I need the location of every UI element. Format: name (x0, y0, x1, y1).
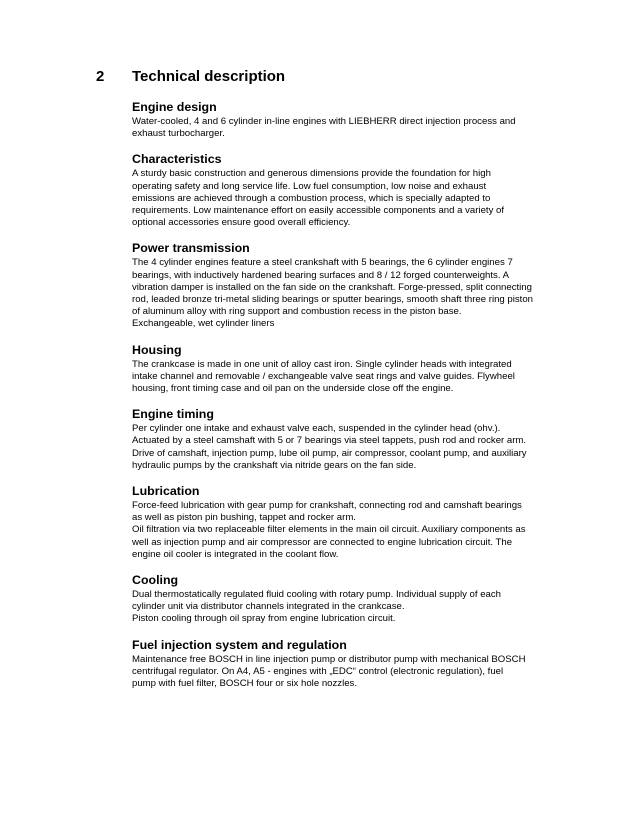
body-text-line: well as injection pump and air compressor are connected to engine lubrication circuit. The (132, 536, 513, 548)
body-text-line: bearings, with inductively hardened bearing surfaces and 8 / 12 forged counterweights. A (132, 269, 510, 281)
section (132, 638, 550, 691)
body-text-line: A sturdy basic construction and generous dimensions provide the foundation for high (132, 168, 491, 180)
section (132, 573, 550, 626)
body-text-line: centrifugal regulator. On A4, A5 - engines with „EDC“ control (electronic regulation), fuel (132, 665, 504, 677)
body-text-line: rod, leaded bronze tri-metal sliding bearings or sputter bearings, smooth shaft three ring piston (132, 294, 534, 306)
section (132, 152, 550, 229)
chapter-number: 2 (96, 68, 105, 85)
section-title: Power transmission (132, 241, 250, 256)
section-title: Cooling (132, 573, 179, 588)
body-text-line: optional accessories ensure good overall efficiency. (132, 217, 351, 229)
section-body (132, 589, 550, 626)
section-title: Engine timing (132, 407, 214, 422)
section-title: Characteristics (132, 152, 222, 167)
body-text-line: housing, front timing case and oil pan on the underside close off the engine. (132, 383, 454, 395)
body-text-line: emissions are achieved through a combustion process, which is specially adapted to (132, 192, 491, 204)
body-text-line: pump with fuel filter, BOSCH four or six hole nozzles. (132, 678, 358, 690)
body-text-line: Exchangeable, wet cylinder liners (132, 318, 275, 330)
body-text-line: Piston cooling through oil spray from engine lubrication circuit. (132, 613, 396, 625)
section-body (132, 359, 550, 396)
section (132, 407, 550, 472)
section-title: Fuel injection system and regulation (132, 637, 347, 652)
body-text-line: The 4 cylinder engines feature a steel crankshaft with 5 bearings, the 6 cylinder engines 7 (132, 257, 513, 269)
body-text-line: hydraulic pumps by the crankshaft via nitride gears on the fan side. (132, 459, 417, 471)
section-body (132, 116, 550, 140)
chapter-title: Technical description (132, 68, 286, 85)
body-text-line: Maintenance free BOSCH in line injection pump or distributor pump with mechanical BOSCH (132, 653, 526, 665)
body-text-line: Oil filtration via two replaceable filter elements in the main oil circuit. Auxiliary components as (132, 524, 526, 536)
section-body (132, 654, 550, 691)
body-text-line: The crankcase is made in one unit of alloy cast iron. Single cylinder heads with integrated (132, 358, 512, 370)
body-text-line: Water-cooled, 4 and 6 cylinder in-line engines with LIEBHERR direct injection process and (132, 116, 516, 127)
body-text-line: vibration damper is installed on the fan side on the crankshaft. Forge-pressed, split connecting (132, 281, 532, 293)
body-text-line: as well as piston pin bushing, tappet and rocker arm. (132, 512, 356, 524)
section-body (132, 423, 550, 472)
section-body (132, 168, 550, 229)
body-text-line: Actuated by a steel camshaft with 5 or 7 bearings via steel tappets, push rod and rocker arm. (132, 435, 527, 447)
chapter-heading (96, 68, 576, 88)
section (132, 343, 550, 396)
section-title: Housing (132, 342, 182, 357)
section (132, 241, 550, 330)
section (132, 100, 550, 140)
body-text-line: of aluminum alloy with ring support and combustion recess in the piston base. (132, 306, 462, 318)
body-text-line: exhaust turbocharger. (132, 128, 225, 140)
body-text-line: operating safety and long service life. Low fuel consumption, low noise and exhaust (132, 180, 487, 192)
section-body (132, 257, 550, 330)
section (132, 484, 550, 561)
section-body (132, 500, 550, 561)
body-text-line: Dual thermostatically regulated fluid cooling with rotary pump. Individual supply of each (132, 589, 502, 601)
body-text-line: engine oil cooler is integrated in the coolant flow. (132, 548, 339, 560)
body-text-line: Per cylinder one intake and exhaust valve each, suspended in the cylinder head (ohv.). (132, 423, 501, 435)
body-text-line: Drive of camshaft, injection pump, lube oil pump, air compressor, coolant pump, and auxiliary (132, 447, 527, 459)
body-text-line: Force-feed lubrication with gear pump for crankshaft, connecting rod and camshaft bearings (132, 500, 522, 512)
document-body (132, 100, 550, 702)
body-text-line: intake channel and removable / exchangeable valve seat rings and valve guides. Flywheel (132, 370, 515, 382)
body-text-line: requirements. Low maintenance effort on easily accessible components and a variety of (132, 205, 505, 217)
body-text-line: cylinder unit via distributor channels integrated in the crankcase. (132, 601, 405, 613)
section-title: Lubrication (132, 484, 200, 499)
section-title: Engine design (132, 100, 217, 114)
